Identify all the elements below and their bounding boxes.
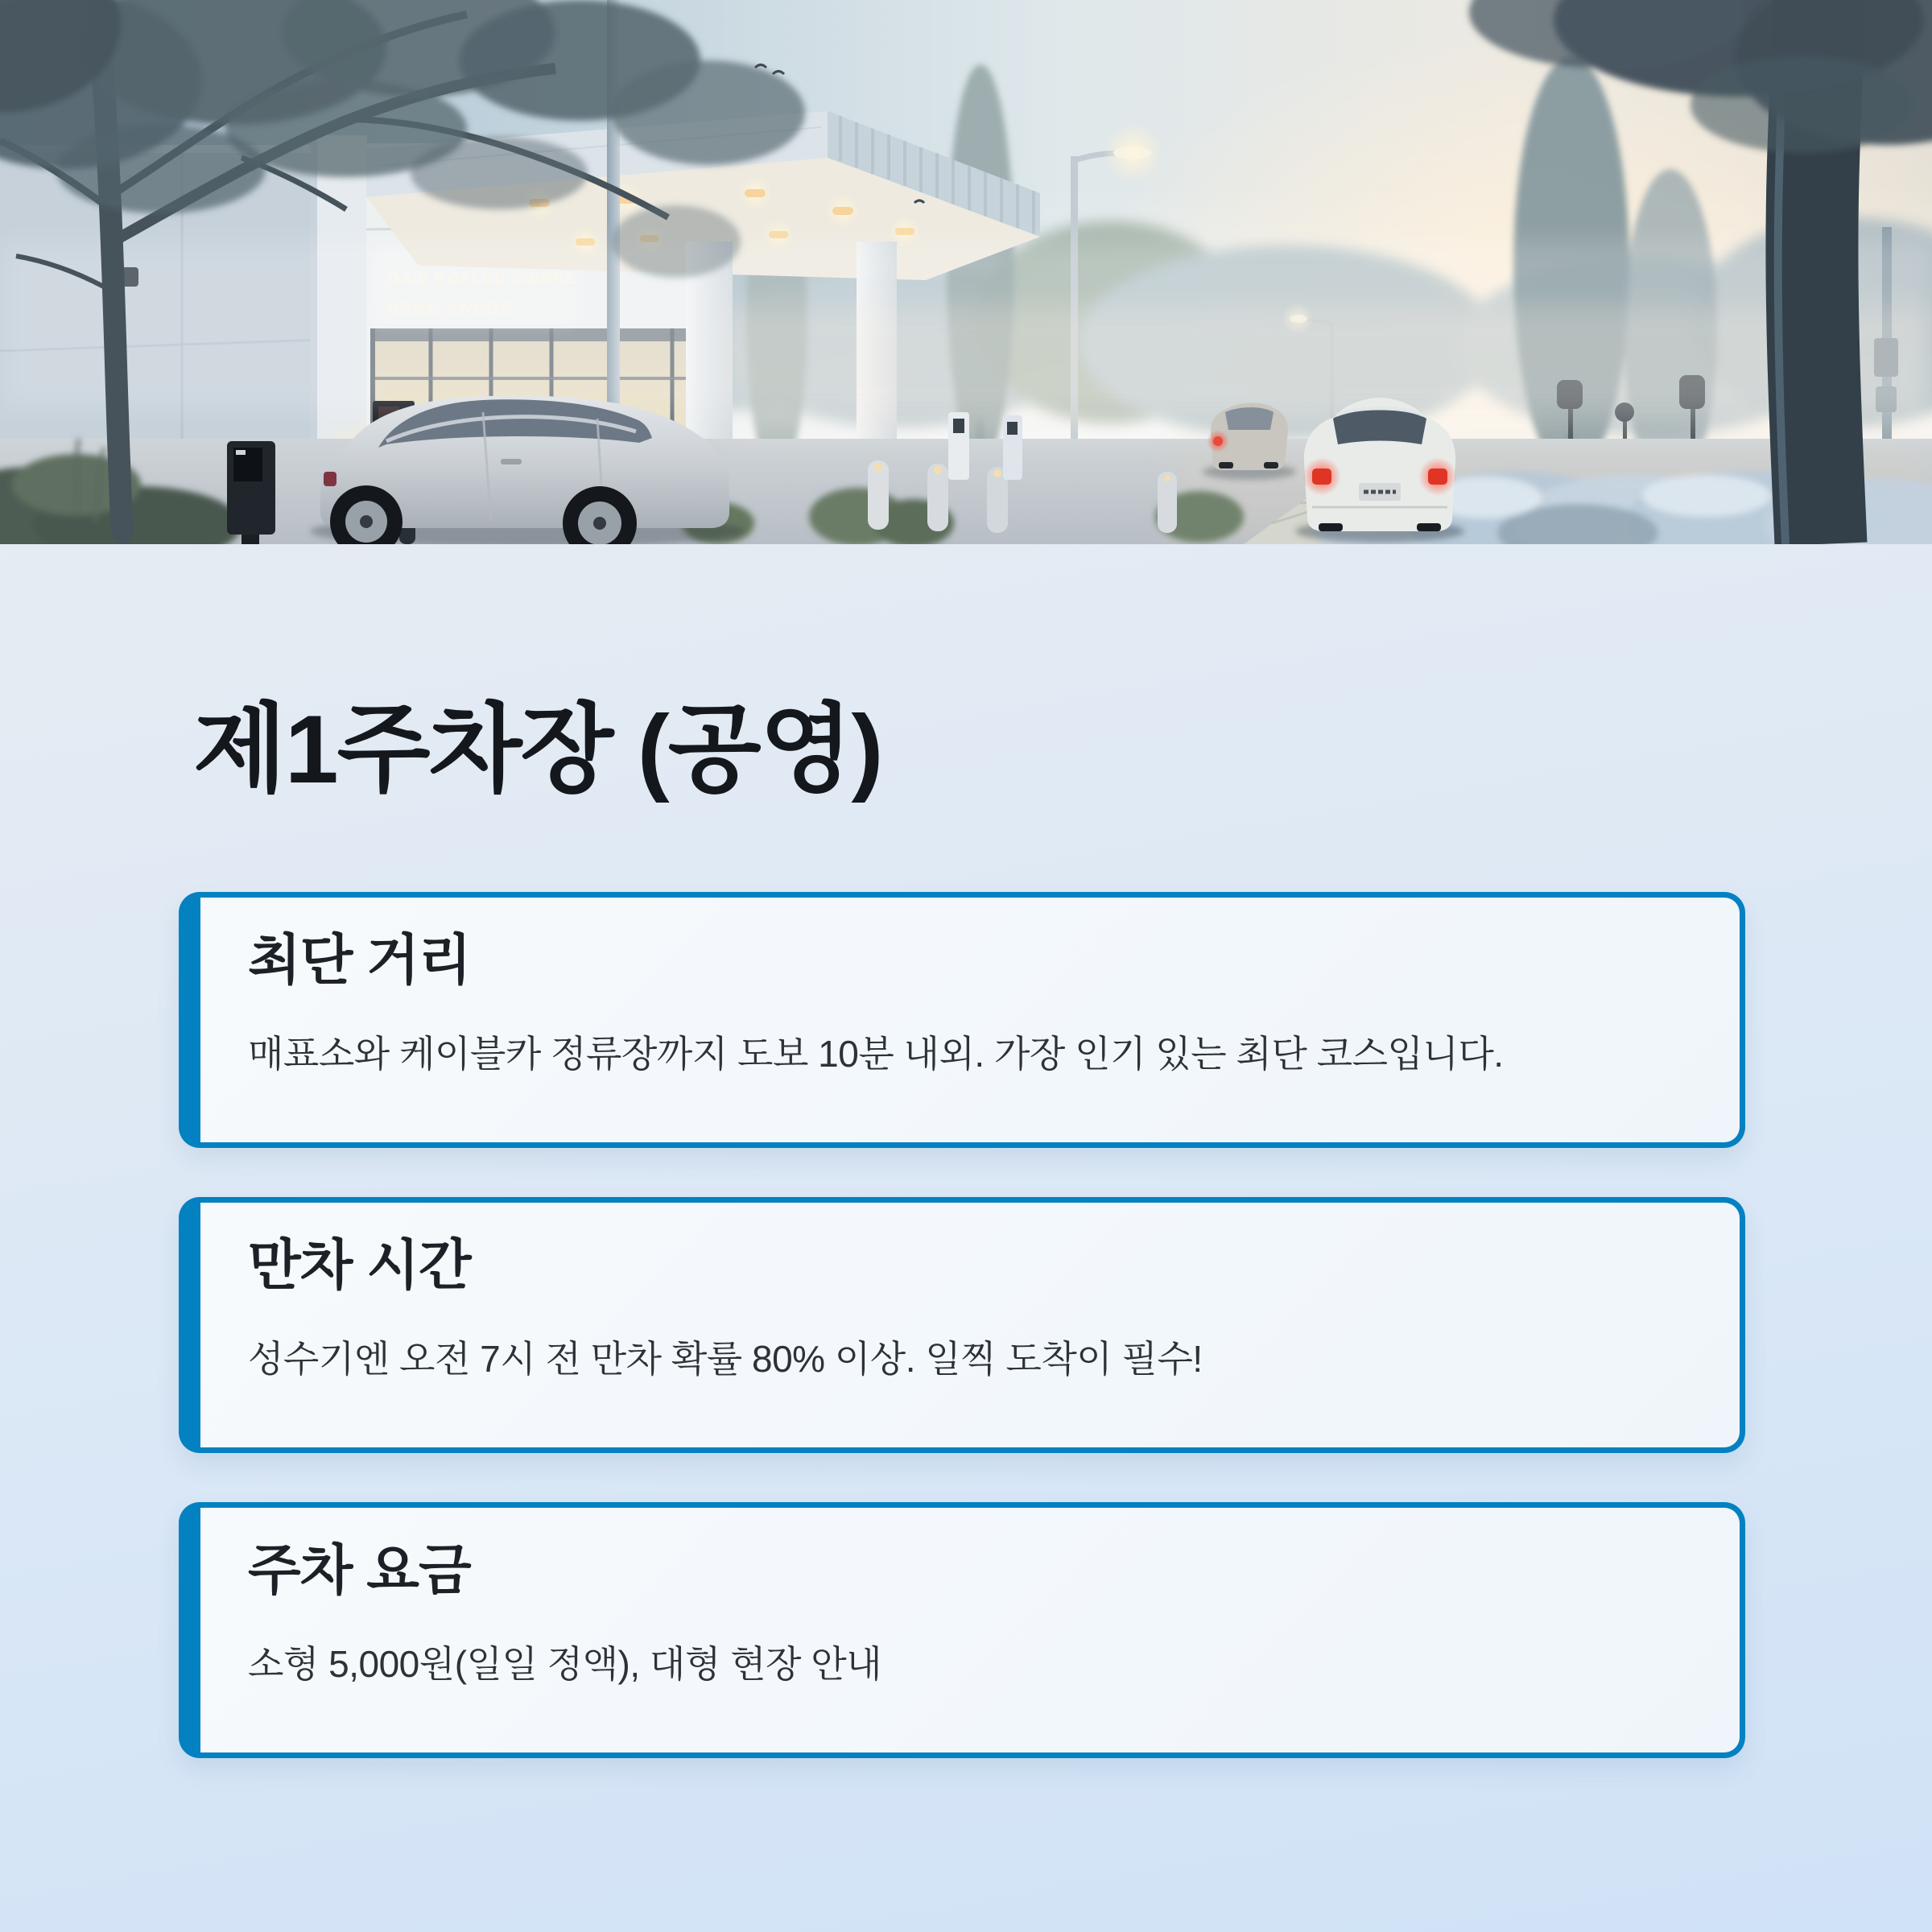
card-heading: 만차 시간	[248, 1235, 471, 1296]
page-title: 제1주차장 (공영)	[193, 696, 882, 803]
card-heading: 주차 요금	[248, 1540, 471, 1601]
card-body: 소형 5,000원(일일 정액), 대형 현장 안내	[248, 1643, 882, 1686]
card-parking-fee	[179, 1502, 1745, 1758]
hero-photo	[0, 0, 1932, 544]
card-body: 성수기엔 오전 7시 전 만차 확률 80% 이상. 일찍 도착이 필수!	[248, 1338, 1203, 1381]
card-heading: 최단 거리	[248, 930, 471, 991]
card-list	[179, 892, 1745, 1758]
sign-text-line2: SBNE SWEBE	[388, 300, 513, 318]
sign-text-line1: DAIE ROELDN SIBRKE	[388, 270, 577, 287]
card-shortest-distance	[179, 892, 1745, 1148]
card-full-time	[179, 1197, 1745, 1453]
fog	[0, 242, 1932, 435]
ev-charger-kiosk	[227, 441, 275, 544]
content	[0, 691, 1932, 1758]
card-body: 매표소와 케이블카 정류장까지 도보 10분 내외. 가장 인기 있는 최단 코스입니다.	[248, 1033, 1504, 1075]
